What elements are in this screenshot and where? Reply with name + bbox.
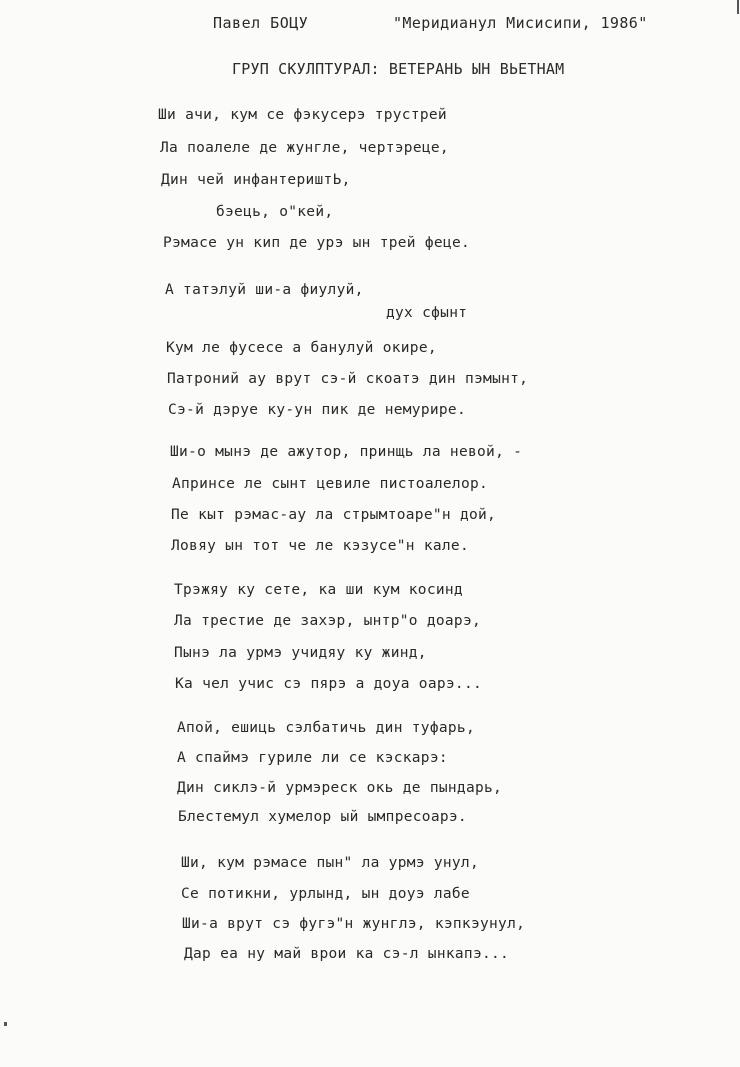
poem-line: Ка чел учис сэ пярэ а доуа оарэ... — [175, 676, 483, 692]
scan-edge-mark — [737, 0, 739, 14]
poem-line: Ши-а врут сэ фугэ"н жунглэ, кэпкэунул, — [182, 916, 526, 932]
poem-line: Сэ-й дэруе ку-ун пик де немурире. — [168, 402, 466, 418]
poem-line: Ла трестие де захэр, ынтр"о доарэ, — [174, 613, 482, 629]
poem-line: Дин сиклэ-й урмэреск окь де пындарь, — [177, 780, 503, 796]
poem-line: Апой, ешиць сэлбатичь дин туфарь, — [177, 720, 475, 736]
scan-speck — [4, 1022, 7, 1026]
poem-line: Рэмасе ун кип де урэ ын трей феце. — [163, 235, 471, 251]
poem-line: Се потикни, урлынд, ын доуэ лабе — [181, 886, 470, 902]
poem-line: А татэлуй ши-а фиулуй, — [165, 282, 364, 298]
poem-line: Дин чей инфантериштЬ, — [161, 172, 351, 188]
author-name: Павел БОЦУ — [213, 14, 309, 32]
poem-line: Ши, кум рэмасе пын" ла урмэ унул, — [181, 855, 479, 871]
poem-line: А спаймэ гуриле ли се кэскарэ: — [177, 750, 448, 766]
poem-title: ГРУП СКУЛПТУРАЛ: ВЕТЕРАНЬ ЫН ВЬЕТНАМ — [232, 60, 565, 78]
poem-line: Патроний ау врут сэ-й скоатэ дин пэмынт, — [167, 371, 529, 387]
poem-line: Апринсе ле сынт цевиле пистоалелор. — [172, 476, 489, 492]
poem-line: Пынэ ла урмэ учидяу ку жинд, — [174, 645, 427, 661]
poem-line: Трэжяу ку сете, ка ши кум косинд — [174, 582, 463, 598]
poem-line: Ши ачи, кум се фэкусерэ трустрей — [158, 107, 447, 123]
poem-line: бэець, о"кей, — [216, 204, 334, 220]
source-citation: "Меридианул Мисисипи, 1986" — [393, 14, 648, 32]
poem-line: Блестемул хумелор ый ымпресоарэ. — [178, 809, 467, 825]
poem-line: дух сфынт — [386, 305, 468, 321]
poem-line: Ши-о мынэ де ажутор, принщь ла невой, - — [170, 444, 523, 460]
poem-line: Пе кыт рэмас-ау ла стрымтоаре"н дой, — [171, 507, 497, 523]
poem-line: Кум ле фусесе а банулуй окире, — [166, 340, 437, 356]
poem-line: Ловяу ын тот че ле кэзусе"н кале. — [171, 538, 469, 554]
poem-line: Дар еа ну май врои ка сэ-л ынкапэ... — [184, 946, 510, 962]
poem-line: Ла поалеле де жунгле, чертэреце, — [160, 140, 449, 156]
